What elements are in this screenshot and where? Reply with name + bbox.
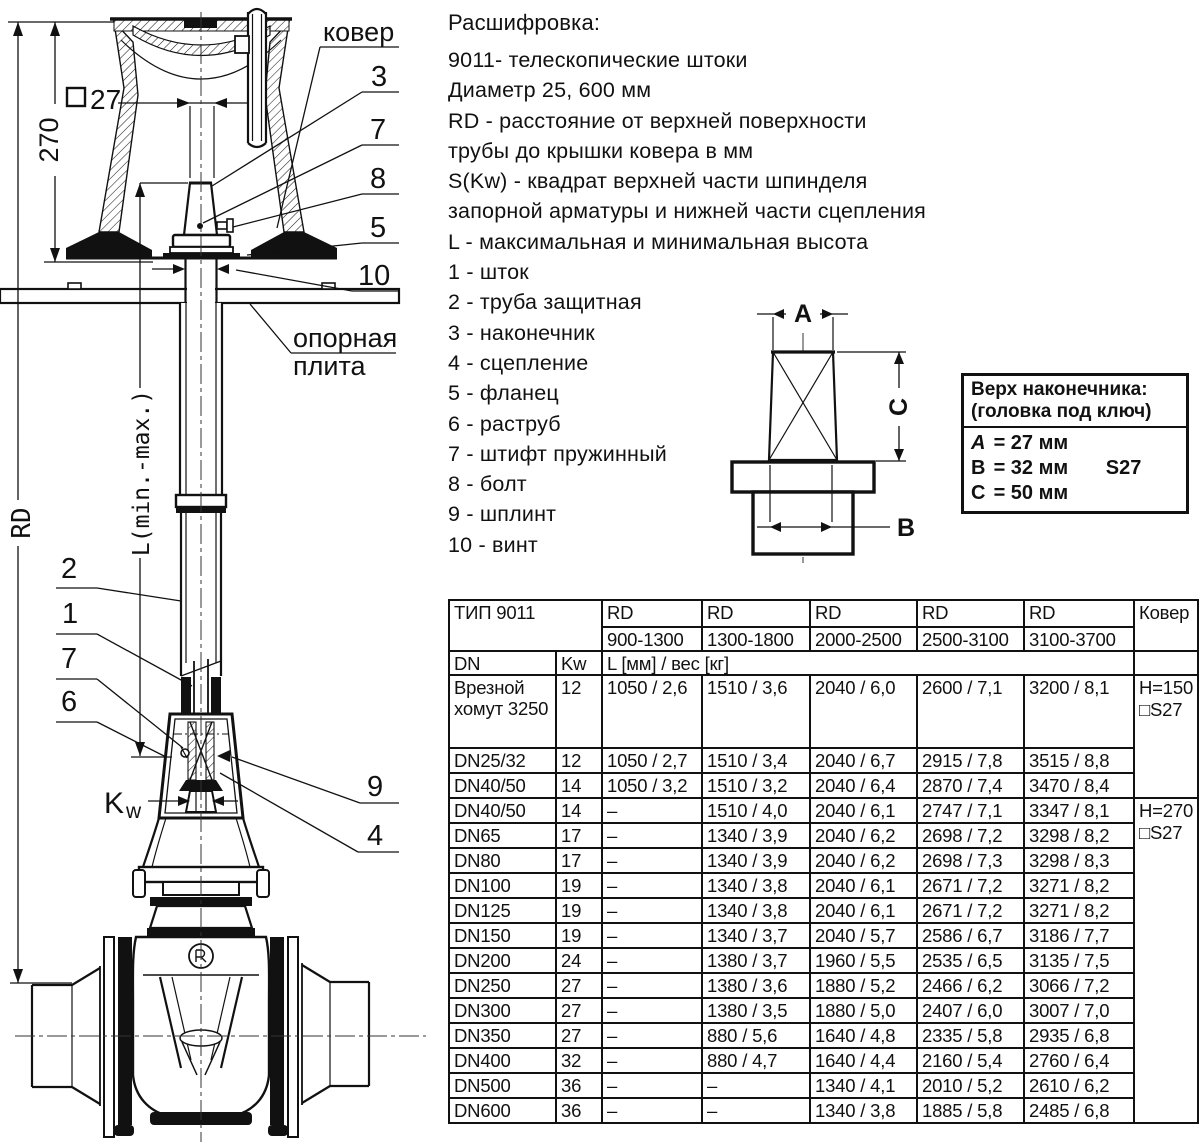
table-cell: 2000-2500 bbox=[810, 627, 917, 651]
detail-dim-b-label: B bbox=[897, 514, 916, 542]
table-cell: 2535 / 6,5 bbox=[917, 948, 1024, 973]
table-row bbox=[449, 1098, 1198, 1123]
table-cell: 1885 / 5,8 bbox=[917, 1098, 1024, 1123]
table-cell: – bbox=[602, 1073, 702, 1098]
callout-7-top: 7 bbox=[370, 114, 387, 146]
table-cell: RD bbox=[810, 600, 917, 627]
table-cell: 3271 / 8,2 bbox=[1024, 873, 1134, 898]
table-cell: 3066 / 7,2 bbox=[1024, 973, 1134, 998]
table-cell: RD bbox=[917, 600, 1024, 627]
table-row bbox=[449, 823, 1198, 848]
legend-line: 2 - труба защитная bbox=[448, 290, 642, 315]
callout-10: 10 bbox=[358, 260, 391, 292]
table-cell: 2040 / 6,0 bbox=[810, 675, 917, 748]
table-cell: – bbox=[602, 1023, 702, 1048]
spec-letter: A bbox=[971, 432, 986, 454]
table-cell: 2671 / 7,2 bbox=[917, 873, 1024, 898]
table-cell: 1050 / 3,2 bbox=[602, 773, 702, 798]
table-cell: DN200 bbox=[449, 948, 556, 973]
table-cell: 2586 / 6,7 bbox=[917, 923, 1024, 948]
spindle-head-assembly bbox=[152, 183, 240, 305]
table-cell: 1340 / 3,9 bbox=[702, 848, 810, 873]
table-cell: 3007 / 7,0 bbox=[1024, 998, 1134, 1023]
legend-line: RD - расстояние от верхней поверхности bbox=[448, 108, 867, 133]
table-cell: RD bbox=[602, 600, 702, 627]
legend-line: 10 - винт bbox=[448, 532, 538, 557]
legend-line: L - максимальная и минимальная высота bbox=[448, 229, 869, 254]
socket-coupling bbox=[148, 714, 243, 818]
spec-row-c bbox=[971, 481, 1179, 506]
callout-6: 6 bbox=[61, 686, 78, 718]
table-cell bbox=[1134, 675, 1198, 798]
legend-line: 9 - шплинт bbox=[448, 502, 557, 527]
table-row bbox=[449, 1023, 1198, 1048]
spec-value: = 32 мм bbox=[993, 457, 1069, 479]
table-cell-empty bbox=[1134, 651, 1198, 675]
table-cell: 27 bbox=[556, 998, 602, 1023]
spindle-top-spec-box bbox=[961, 373, 1189, 514]
table-cell: 1340 / 3,8 bbox=[702, 898, 810, 923]
table-cell: – bbox=[602, 1048, 702, 1073]
table-cell: DN250 bbox=[449, 973, 556, 998]
legend-line: 6 - раструб bbox=[448, 411, 561, 436]
table-cell: – bbox=[602, 898, 702, 923]
table-row bbox=[449, 1073, 1198, 1098]
height-270-label: 270 bbox=[34, 117, 64, 163]
table-row bbox=[449, 675, 1198, 748]
table-cell: DN40/50 bbox=[449, 773, 556, 798]
table-cell: 3347 / 8,1 bbox=[1024, 798, 1134, 823]
dimensions-table bbox=[448, 599, 1199, 1124]
callout-7-bottom: 7 bbox=[61, 643, 78, 675]
table-cell: DN125 bbox=[449, 898, 556, 923]
spec-row-b bbox=[971, 456, 1179, 481]
table-cell: 3515 / 8,8 bbox=[1024, 748, 1134, 773]
support-plate-callout-line2: плита bbox=[293, 351, 366, 381]
table-cell: 3135 / 7,5 bbox=[1024, 948, 1134, 973]
table-cell: 1510 / 3,4 bbox=[702, 748, 810, 773]
table-cell: 2915 / 7,8 bbox=[917, 748, 1024, 773]
table-cell: DN350 bbox=[449, 1023, 556, 1048]
table-cell: 2040 / 6,1 bbox=[810, 873, 917, 898]
table-cell: 1340 / 3,7 bbox=[702, 923, 810, 948]
callout-1: 1 bbox=[62, 598, 79, 630]
kw-label-sub: w bbox=[126, 800, 142, 823]
legend-line: 3 - наконечник bbox=[448, 320, 595, 345]
legend-line: 4 - сцепление bbox=[448, 350, 589, 375]
callout-9: 9 bbox=[367, 771, 384, 803]
table-row bbox=[449, 1048, 1198, 1073]
square-symbol-icon bbox=[67, 88, 85, 106]
kover-cell-line: □S27 bbox=[1139, 822, 1183, 843]
callout-4: 4 bbox=[367, 820, 384, 852]
table-cell: 1880 / 5,0 bbox=[810, 998, 917, 1023]
table-row bbox=[449, 773, 1198, 798]
table-body bbox=[449, 675, 1198, 1123]
callout-5: 5 bbox=[370, 212, 387, 244]
table-cell: DN500 bbox=[449, 1073, 556, 1098]
table-cell: 32 bbox=[556, 1048, 602, 1073]
spec-value: = 27 мм bbox=[993, 432, 1069, 454]
table-cell: 1380 / 3,6 bbox=[702, 973, 810, 998]
table-cell: – bbox=[602, 948, 702, 973]
kover-cell-line: H=270 bbox=[1139, 800, 1194, 821]
kover-cell-line: H=150 bbox=[1139, 677, 1194, 698]
table-cell: 12 bbox=[556, 748, 602, 773]
table-cell: 1640 / 4,4 bbox=[810, 1048, 917, 1073]
table-cell: 1340 / 3,8 bbox=[702, 873, 810, 898]
table-cell: 1340 / 4,1 bbox=[810, 1073, 917, 1098]
detail-dim-a-label: A bbox=[793, 300, 813, 328]
table-cell: 27 bbox=[556, 973, 602, 998]
table-cell: 1510 / 3,6 bbox=[702, 675, 810, 748]
legend-line: 8 - болт bbox=[448, 472, 527, 497]
table-cell: DN100 bbox=[449, 873, 556, 898]
table-cell: DN bbox=[449, 651, 556, 675]
spec-box-title-line1: Верх наконечника: bbox=[971, 379, 1148, 400]
table-cell: 12 bbox=[556, 675, 602, 748]
table-cell: Врезной хомут 3250 bbox=[449, 675, 556, 748]
table-cell: DN300 bbox=[449, 998, 556, 1023]
table-cell: 2870 / 7,4 bbox=[917, 773, 1024, 798]
cover-callout: ковер bbox=[323, 17, 395, 47]
table-cell: 2935 / 6,8 bbox=[1024, 1023, 1134, 1048]
table-cell: 1960 / 5,5 bbox=[810, 948, 917, 973]
table-cell: 880 / 5,6 bbox=[702, 1023, 810, 1048]
table-cell: DN150 bbox=[449, 923, 556, 948]
table-cell: 2698 / 7,3 bbox=[917, 848, 1024, 873]
spec-value: = 50 мм bbox=[993, 482, 1069, 504]
table-cell: 36 bbox=[556, 1073, 602, 1098]
table-cell: 2466 / 6,2 bbox=[917, 973, 1024, 998]
table-cell: 1050 / 2,7 bbox=[602, 748, 702, 773]
callout-8: 8 bbox=[370, 163, 387, 195]
table-cell: – bbox=[602, 798, 702, 823]
table-cell: 900-1300 bbox=[602, 627, 702, 651]
table-cell: 2760 / 6,4 bbox=[1024, 1048, 1134, 1073]
table-cell: 2040 / 6,2 bbox=[810, 823, 917, 848]
rd-dimension-label: RD bbox=[7, 507, 37, 539]
spec-row-a bbox=[971, 431, 1179, 456]
table-cell: 2040 / 6,1 bbox=[810, 798, 917, 823]
table-cell: – bbox=[602, 1098, 702, 1123]
table-row bbox=[449, 898, 1198, 923]
table-cell: 1380 / 3,7 bbox=[702, 948, 810, 973]
valve-assembly-drawing bbox=[0, 0, 440, 1144]
table-cell: 3298 / 8,3 bbox=[1024, 848, 1134, 873]
legend-line: трубы до крышки ковера в мм bbox=[448, 138, 754, 163]
table-cell: – bbox=[602, 848, 702, 873]
table-cell: RD bbox=[1024, 600, 1134, 627]
legend-line: 5 - фланец bbox=[448, 381, 559, 406]
table-cell: 2407 / 6,0 bbox=[917, 998, 1024, 1023]
table-cell: 24 bbox=[556, 948, 602, 973]
table-cell: DN600 bbox=[449, 1098, 556, 1123]
legend-line: 9011- телескопические штоки bbox=[448, 48, 748, 72]
legend-line: 7 - штифт пружинный bbox=[448, 441, 667, 466]
table-cell: – bbox=[602, 823, 702, 848]
legend-title: Расшифровка: bbox=[448, 10, 601, 35]
table-cell: 2335 / 5,8 bbox=[917, 1023, 1024, 1048]
table-cell: ТИП 9011 bbox=[449, 600, 602, 651]
table-cell: DN80 bbox=[449, 848, 556, 873]
callout-2: 2 bbox=[61, 553, 78, 585]
table-cell: 1510 / 4,0 bbox=[702, 798, 810, 823]
table-cell: 2040 / 6,1 bbox=[810, 898, 917, 923]
callout-3: 3 bbox=[371, 61, 388, 93]
table-cell: 1050 / 2,6 bbox=[602, 675, 702, 748]
table-row bbox=[449, 948, 1198, 973]
table-cell: RD bbox=[702, 600, 810, 627]
table-row bbox=[449, 973, 1198, 998]
table-cell: 3470 / 8,4 bbox=[1024, 773, 1134, 798]
legend-line: запорной арматуры и нижней части сцепления bbox=[448, 199, 926, 224]
spec-letter: C bbox=[971, 482, 986, 504]
table-cell: – bbox=[702, 1098, 810, 1123]
table-row bbox=[449, 998, 1198, 1023]
table-row bbox=[449, 923, 1198, 948]
table-cell: 2698 / 7,2 bbox=[917, 823, 1024, 848]
table-cell: Kw bbox=[556, 651, 602, 675]
table-cell: 27 bbox=[556, 1023, 602, 1048]
table-cell: 1340 / 3,9 bbox=[702, 823, 810, 848]
table-cell: – bbox=[602, 923, 702, 948]
table-cell: 3186 / 7,7 bbox=[1024, 923, 1134, 948]
table-cell: DN65 bbox=[449, 823, 556, 848]
table-cell: 19 bbox=[556, 898, 602, 923]
table-row bbox=[449, 748, 1198, 773]
table-cell: 17 bbox=[556, 823, 602, 848]
table-cell: 17 bbox=[556, 848, 602, 873]
table-cell bbox=[1134, 798, 1198, 1123]
legend-line: S(Kw) - квадрат верхней части шпинделя bbox=[448, 169, 868, 194]
table-cell: 3100-3700 bbox=[1024, 627, 1134, 651]
table-cell: DN40/50 bbox=[449, 798, 556, 823]
legend-lines bbox=[448, 45, 1023, 560]
l-minmax-label: L(min.-max.) bbox=[129, 389, 155, 557]
table-cell: 2040 / 6,4 bbox=[810, 773, 917, 798]
table-cell: 2040 / 6,7 bbox=[810, 748, 917, 773]
table-cell: 1510 / 3,2 bbox=[702, 773, 810, 798]
spec-tag: S27 bbox=[1105, 457, 1142, 479]
support-plate-callout-line1: опорная bbox=[293, 323, 398, 353]
table-row bbox=[449, 848, 1198, 873]
table-cell: 2500-3100 bbox=[917, 627, 1024, 651]
table-header-row-1 bbox=[449, 600, 1198, 627]
table-cell: 14 bbox=[556, 773, 602, 798]
table-cell: – bbox=[602, 873, 702, 898]
legend-block bbox=[448, 10, 1023, 560]
table-cell: – bbox=[702, 1073, 810, 1098]
table-cell: 19 bbox=[556, 873, 602, 898]
table-cell: 2485 / 6,8 bbox=[1024, 1098, 1134, 1123]
table-cell: 2671 / 7,2 bbox=[917, 898, 1024, 923]
table-cell: 2600 / 7,1 bbox=[917, 675, 1024, 748]
table-row bbox=[449, 873, 1198, 898]
table-cell: – bbox=[602, 998, 702, 1023]
table-cell: 1880 / 5,2 bbox=[810, 973, 917, 998]
table-cell: L [мм] / вес [кг] bbox=[602, 651, 1134, 675]
table-cell: 14 bbox=[556, 798, 602, 823]
kw-label-main: K bbox=[104, 787, 125, 820]
kover-cell-line: □S27 bbox=[1139, 699, 1183, 720]
table-cell: DN400 bbox=[449, 1048, 556, 1073]
table-cell: 2010 / 5,2 bbox=[917, 1073, 1024, 1098]
square-27-label: 27 bbox=[90, 84, 122, 115]
legend-line: 1 - шток bbox=[448, 260, 529, 285]
table-cell: 1340 / 3,8 bbox=[810, 1098, 917, 1123]
table-cell: Ковер bbox=[1134, 600, 1198, 651]
table-cell: 19 bbox=[556, 923, 602, 948]
table-cell: 880 / 4,7 bbox=[702, 1048, 810, 1073]
table-cell: 2160 / 5,4 bbox=[917, 1048, 1024, 1073]
table-header-row-3 bbox=[449, 651, 1198, 675]
table-cell: DN25/32 bbox=[449, 748, 556, 773]
table-cell: 1640 / 4,8 bbox=[810, 1023, 917, 1048]
table-row bbox=[449, 798, 1198, 823]
table-cell: 2747 / 7,1 bbox=[917, 798, 1024, 823]
table-cell: – bbox=[602, 973, 702, 998]
table-cell: 1300-1800 bbox=[702, 627, 810, 651]
table-cell: 2040 / 6,2 bbox=[810, 848, 917, 873]
table-cell: 3271 / 8,2 bbox=[1024, 898, 1134, 923]
detail-dim-c-label: C bbox=[885, 397, 913, 417]
legend-line: Диаметр 25, 600 мм bbox=[448, 78, 652, 103]
spec-box-title-line2: (головка под ключ) bbox=[971, 401, 1152, 422]
table-cell: 2040 / 5,7 bbox=[810, 923, 917, 948]
table-cell: 1380 / 3,5 bbox=[702, 998, 810, 1023]
table-cell: 36 bbox=[556, 1098, 602, 1123]
table-cell: 2610 / 6,2 bbox=[1024, 1073, 1134, 1098]
table-cell: 3200 / 8,1 bbox=[1024, 675, 1134, 748]
spec-letter: B bbox=[971, 457, 986, 479]
table-cell: 3298 / 8,2 bbox=[1024, 823, 1134, 848]
